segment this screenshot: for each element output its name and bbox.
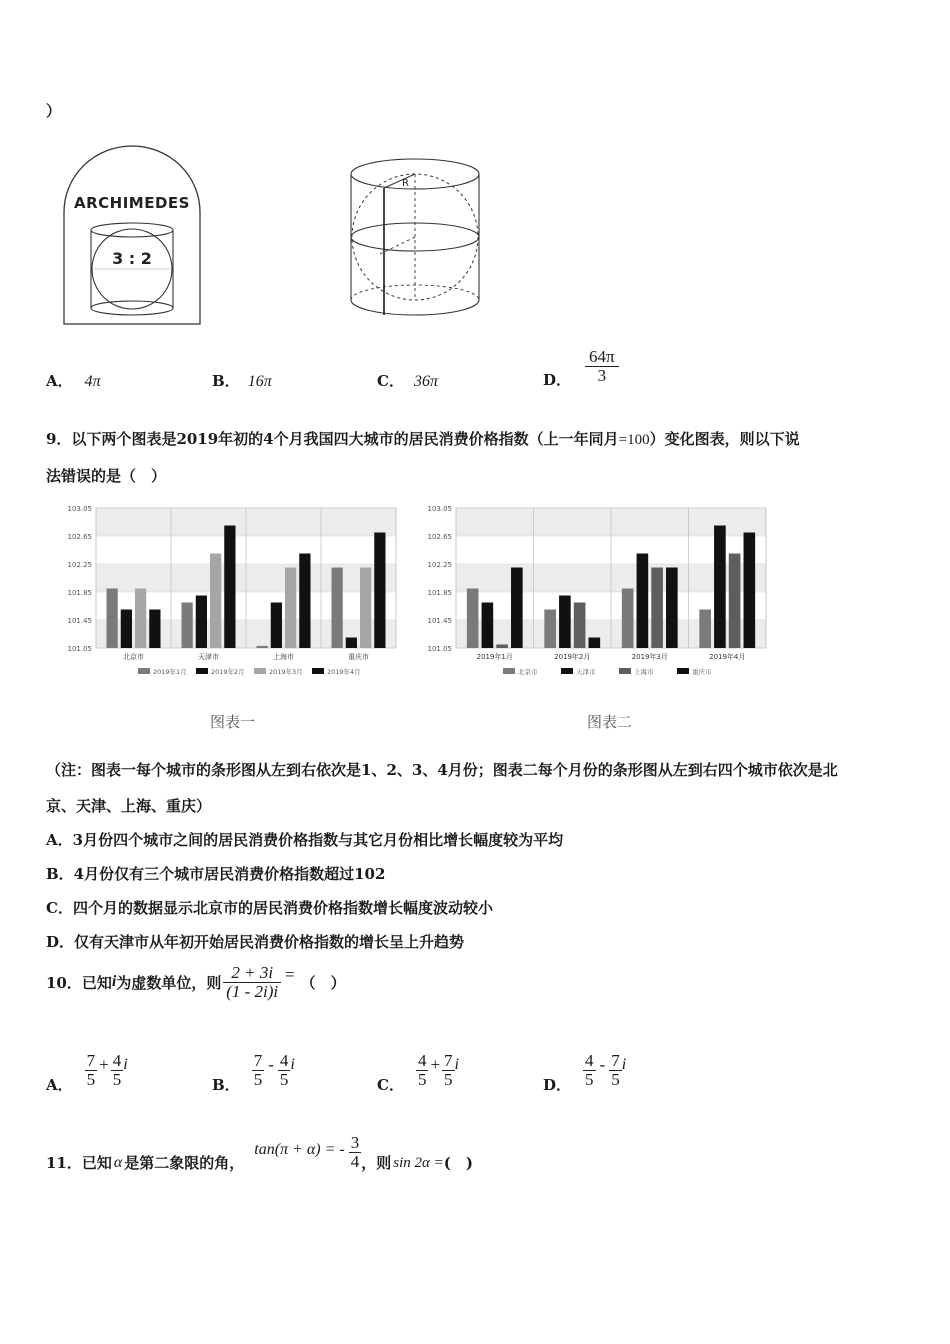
y-tick-label: 102.65 bbox=[427, 533, 452, 541]
y-tick-label: 101.85 bbox=[67, 589, 92, 597]
q10-option-a[interactable]: A． $\frac{7}{5}$ + $\frac{4}{5}$ i bbox=[46, 1051, 128, 1094]
legend-label: 北京市 bbox=[518, 668, 538, 676]
y-tick-label: 102.25 bbox=[427, 561, 452, 569]
y-tick-label: 102.65 bbox=[67, 533, 92, 541]
y-tick-label: 101.45 bbox=[67, 617, 92, 625]
bar bbox=[699, 610, 711, 649]
q9-option-a[interactable]: A．3月份四个城市之间的居民消费价格指数与其它月份相比增长幅度较为平均 bbox=[46, 831, 564, 849]
q8-option-d[interactable]: D． $\frac{64\pi}{3}$ bbox=[543, 343, 619, 390]
q8-option-c[interactable]: C． 36π bbox=[377, 372, 438, 390]
bar bbox=[121, 610, 132, 649]
legend-swatch bbox=[503, 668, 515, 674]
q9-note-line1: （注：图表一每个城市的条形图从左到右依次是1、2、3、4月份；图表二每个月份的条形图从左到右四个城市依次是北 bbox=[46, 761, 838, 779]
x-tick-label: 2019年3月 bbox=[631, 653, 668, 661]
bar bbox=[107, 589, 118, 649]
bar bbox=[285, 568, 296, 649]
legend-swatch bbox=[561, 668, 573, 674]
q9-stem-line2: 法错误的是（ ） bbox=[46, 467, 167, 485]
chart-1 bbox=[52, 500, 402, 685]
bar bbox=[729, 554, 741, 649]
legend-label: 2019年4月 bbox=[327, 668, 361, 676]
bar bbox=[210, 554, 221, 649]
y-tick-label: 102.25 bbox=[67, 561, 92, 569]
x-tick-label: 2019年1月 bbox=[476, 653, 513, 661]
q8-option-a[interactable]: A． 4π bbox=[46, 372, 101, 390]
bar bbox=[271, 603, 282, 649]
y-tick-label: 103.05 bbox=[427, 505, 452, 513]
bar bbox=[666, 568, 678, 649]
x-tick-label: 北京市 bbox=[123, 653, 144, 661]
legend-label: 重庆市 bbox=[692, 668, 712, 676]
legend-swatch bbox=[312, 668, 324, 674]
sphere-in-cylinder-figure bbox=[344, 150, 486, 326]
bar bbox=[744, 533, 756, 649]
legend-label: 2019年1月 bbox=[153, 668, 187, 676]
bar bbox=[544, 610, 556, 649]
q8-option-b[interactable]: B． 16π bbox=[212, 372, 272, 390]
bar bbox=[496, 645, 508, 649]
archimedes-title: ARCHIMEDES bbox=[74, 194, 190, 212]
bar bbox=[360, 568, 371, 649]
q10-option-c[interactable]: C． $\frac{4}{5}$ + $\frac{7}{5}$ i bbox=[377, 1051, 459, 1094]
legend-label: 2019年3月 bbox=[269, 668, 303, 676]
bar bbox=[182, 603, 193, 649]
x-tick-label: 重庆市 bbox=[348, 653, 369, 661]
bar bbox=[714, 526, 726, 649]
bar bbox=[637, 554, 649, 649]
bar bbox=[374, 533, 385, 649]
legend-swatch bbox=[196, 668, 208, 674]
y-tick-label: 103.05 bbox=[67, 505, 92, 513]
sphere-radius-label: R bbox=[402, 178, 409, 189]
y-tick-label: 101.05 bbox=[427, 645, 452, 653]
q10-fraction: $\frac{2 + 3i}{(1 - 2i)i}$ bbox=[223, 964, 281, 1001]
q9-note-line2: 京、天津、上海、重庆） bbox=[46, 797, 212, 815]
y-tick-label: 101.05 bbox=[67, 645, 92, 653]
bar bbox=[559, 596, 571, 649]
x-tick-label: 上海市 bbox=[273, 653, 294, 661]
bar bbox=[574, 603, 586, 649]
x-tick-label: 2019年4月 bbox=[709, 653, 746, 661]
q9-stem-line1: 9．以下两个图表是2019年初的4个月我国四大城市的居民消费价格指数（上一年同月=100）变化图表，则以下说 bbox=[46, 430, 800, 448]
bar bbox=[257, 646, 268, 648]
chart-1-caption: 图表一 bbox=[210, 713, 256, 731]
bar bbox=[651, 568, 663, 649]
x-tick-label: 天津市 bbox=[198, 653, 219, 661]
legend-swatch bbox=[619, 668, 631, 674]
q10-option-d[interactable]: D． $\frac{4}{5}$ - $\frac{7}{5}$ i bbox=[543, 1051, 627, 1094]
q9-option-d[interactable]: D．仅有天津市从年初开始居民消费价格指数的增长呈上升趋势 bbox=[46, 933, 465, 951]
q10-stem: 10．已知 i 为虚数单位，则 $\frac{2 + 3i}{(1 - 2i)i}$ = （ ） bbox=[46, 963, 346, 1001]
archimedes-figure bbox=[56, 142, 208, 328]
bar bbox=[467, 589, 479, 649]
bar bbox=[224, 526, 235, 649]
bar bbox=[511, 568, 523, 649]
bar bbox=[622, 589, 634, 649]
bar bbox=[482, 603, 494, 649]
bar bbox=[346, 638, 357, 649]
legend-swatch bbox=[677, 668, 689, 674]
q11-stem: 11．已知 α 是第二象限的角， tan(π + α) = - $\frac{3}{4}$ ，则 sin 2α = ( ) bbox=[46, 1133, 473, 1172]
bar bbox=[299, 554, 310, 649]
chart-2 bbox=[412, 500, 772, 685]
legend-label: 天津市 bbox=[576, 668, 596, 676]
bar bbox=[196, 596, 207, 649]
q10-option-b[interactable]: B． $\frac{7}{5}$ - $\frac{4}{5}$ i bbox=[212, 1051, 295, 1094]
legend-swatch bbox=[254, 668, 266, 674]
y-tick-label: 101.85 bbox=[427, 589, 452, 597]
legend-swatch bbox=[138, 668, 150, 674]
bar bbox=[149, 610, 160, 649]
q9-option-b[interactable]: B．4月份仅有三个城市居民消费价格指数超过102 bbox=[46, 865, 386, 883]
chart-2-caption: 图表二 bbox=[587, 713, 633, 731]
bar bbox=[135, 589, 146, 649]
q9-option-c[interactable]: C．四个月的数据显示北京市的居民消费价格指数增长幅度波动较小 bbox=[46, 899, 493, 917]
q8-closing-paren: ） bbox=[46, 102, 62, 120]
x-tick-label: 2019年2月 bbox=[554, 653, 591, 661]
legend-label: 2019年2月 bbox=[211, 668, 245, 676]
archimedes-ratio: 3 : 2 bbox=[112, 249, 152, 268]
y-tick-label: 101.45 bbox=[427, 617, 452, 625]
bar bbox=[589, 638, 601, 649]
legend-label: 上海市 bbox=[634, 668, 654, 676]
bar bbox=[332, 568, 343, 649]
